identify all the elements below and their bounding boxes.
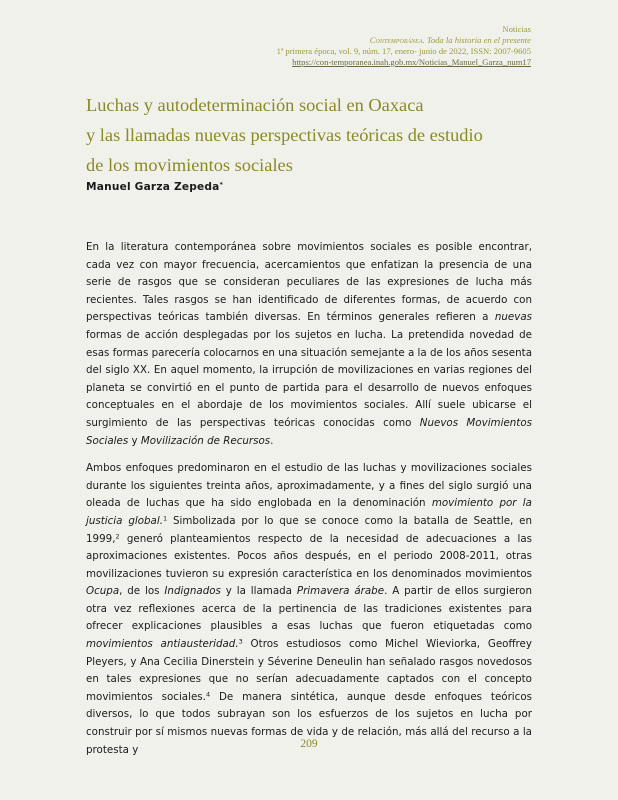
running-header [277,24,531,68]
text-run: Ambos enfoques predominaron en el estudio de las luchas y movilizaciones sociales durante los siguientes treinta años, aproximadamente, y a fines del siglo surgió una oleada de luchas que ha sido englobada en la denominación [86,462,532,510]
emphasis: nuevas [494,311,532,324]
title-line-3: de los movimientos sociales [86,155,293,175]
author-footnote-mark[interactable]: * [219,180,224,189]
header-journal [277,35,531,46]
page-number: 209 [300,738,318,750]
paragraph-2 [86,460,532,759]
text-run: De manera sintética, aunque desde enfoques teóricos diversos, lo que todos subrayan son los esfuerzos de los sujetos en lucha por construir por sí mismos nuevas formas de vida y de relación, más allá del recurso a la protesta y [86,690,532,756]
article-body [86,239,532,769]
text-run: Simbolizada por lo que se conoce como la batalla de Seattle, en 1999, [86,514,532,545]
footnote-ref-4[interactable]: 4 [205,690,211,699]
text-run: y [128,434,141,447]
author-name-text: Manuel Garza Zepeda [86,181,220,193]
footnote-ref-1[interactable]: 1 [163,514,168,523]
emphasis: movimiento por la justicia global. [86,497,532,527]
text-run: , de los [119,585,165,598]
header-url-link[interactable]: https://con-temporanea.inah.gob.mx/Noticias_Manuel_Garza_num17 [292,57,531,67]
emphasis: Primavera árabe [296,585,385,598]
journal-subtitle: Toda la historia en el presente [426,35,531,45]
title-line-2: y las llamadas nuevas perspectivas teóricas de estudio [86,125,483,145]
text-run: generó planteamientos respecto de la necesidad de adecuaciones a las aproximaciones existentes. Pocos años después, en el periodo 2008-2011, otras movilizaciones tuvieron su expresión característica en los denominados movimientos [86,532,532,580]
text-run: formas de acción desplegadas por los sujetos en lucha. La pretendida novedad de esas formas parecería colocarnos en una situación semejante a la de los años sesenta del siglo XX. En aquel momento, la irrupción de movilizaciones en varias regiones del planeta se convirtió en el punto de partida para el desarrollo de nuevos enfoques conceptuales en el abordaje de los movimientos sociales. Allí suele ubicarse el surgimiento de las perspectivas teóricas conocidas como [86,328,532,429]
title-line-1: Luchas y autodeterminación social en Oaxaca [86,95,424,115]
header-issue: 1ª primera época, vol. 9, núm. 17, enero- junio de 2022, ISSN: 2007-9605 [276,46,531,56]
footnote-ref-2[interactable]: 2 [115,532,120,540]
author-name [86,181,223,193]
text-run: . A partir de ellos surgieron otra vez reflexiones acerca de la pertinencia de las tradiciones existentes para ofrecer explicaciones plausibles a esas luchas que fueron etiquetadas como [86,585,532,633]
article-title [86,90,556,180]
text-run: Otros estudiosos como Michel Wieviorka, Geoffrey Pleyers, y Ana Cecilia Dinerstein y Séverine Deneulin han señalado rasgos novedosos en tales expresiones que no serían adecuadamente captados con el concepto movimientos sociales. [86,638,532,703]
emphasis: movimientos antiausteridad. [86,638,239,651]
emphasis: Nuevos Movimientos Sociales [86,416,533,447]
header-section: Noticias [502,24,531,34]
emphasis: Indignados [164,585,221,598]
text-run: En la literatura contemporánea sobre movimientos sociales es posible encontrar, cada vez con mayor frecuencia, acercamientos que enfatizan la presencia de una serie de rasgos que se consideran peculiares de las expresiones de lucha más recientes. Tales rasgos se han identificado de diferentes formas, de acuerdo con perspectivas teóricas también diversas. En términos generales refieren a [86,241,532,324]
paragraph-1 [86,239,532,450]
text-run: . [270,434,274,447]
emphasis: Ocupa [86,585,120,598]
emphasis: Movilización de Recursos [140,434,271,447]
text-run: y la llamada [220,585,297,598]
journal-name: Contemporánea. [369,35,425,45]
footnote-ref-3[interactable]: 3 [238,637,243,646]
